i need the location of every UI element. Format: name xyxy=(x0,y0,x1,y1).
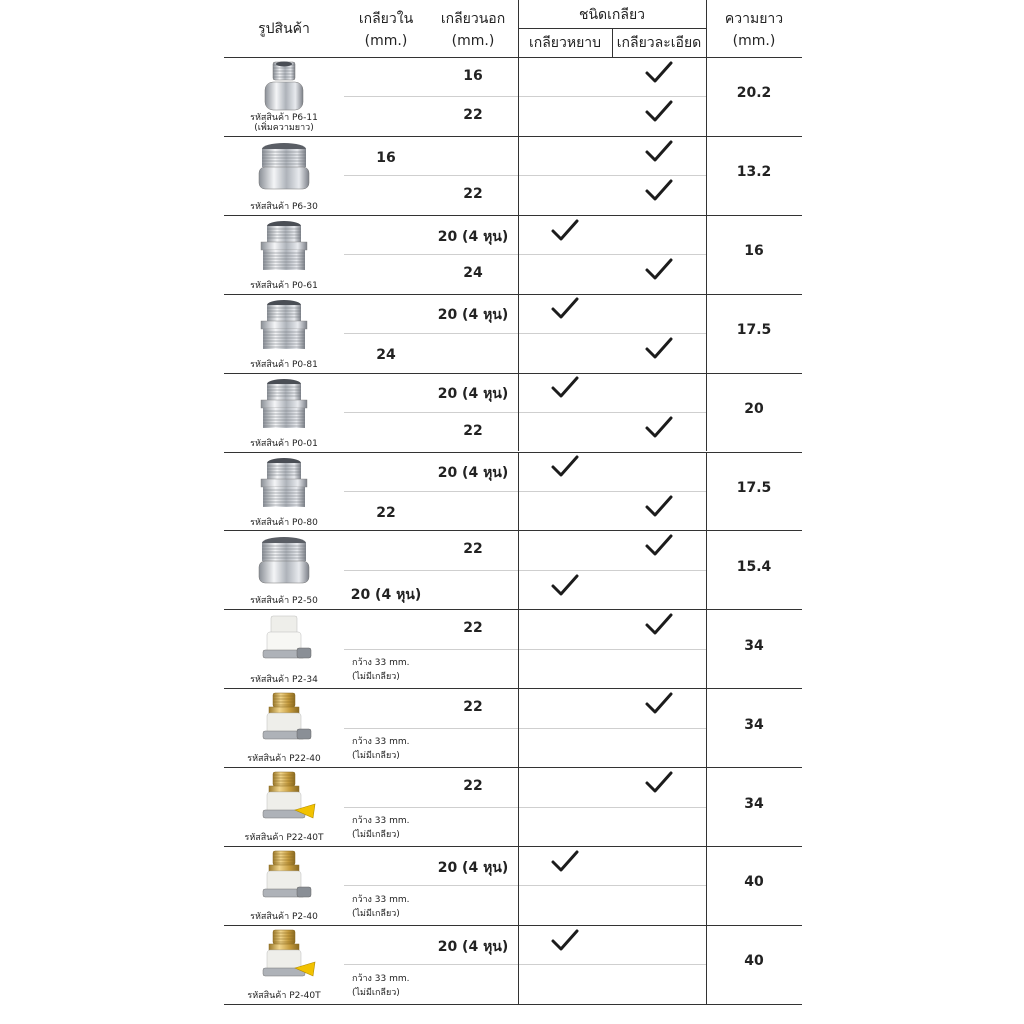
inner-width-note: กว้าง 33 mm. xyxy=(352,816,410,827)
checkmark-fine-icon xyxy=(644,178,674,202)
outer-thread-value: 20 (4 หุน) xyxy=(437,938,509,955)
product-code: รหัสสินค้า P2-40T xyxy=(247,990,321,1001)
header-length-unit: (mm.) xyxy=(732,33,776,49)
length-value: 34 xyxy=(744,637,764,654)
checkmark-coarse-icon xyxy=(550,849,580,873)
product-image-chrome-big xyxy=(249,297,319,353)
row-separator xyxy=(224,688,802,689)
inner-no-thread-note: (ไม่มีเกลียว) xyxy=(352,672,400,683)
subrow-separator xyxy=(344,728,706,729)
product-code-note: (เพิ่มความยาว) xyxy=(254,123,314,133)
product-image-chrome-big xyxy=(249,455,319,511)
subrow-separator xyxy=(344,254,706,255)
subrow-separator xyxy=(344,570,706,571)
col-divider-coarse xyxy=(518,609,519,688)
col-divider-coarse xyxy=(518,688,519,767)
row-separator xyxy=(224,767,802,768)
checkmark-fine-icon xyxy=(644,415,674,439)
subrow-separator xyxy=(344,885,706,886)
subrow-separator xyxy=(344,649,706,650)
checkmark-coarse-icon xyxy=(550,296,580,320)
product-image-brass-clamp-t xyxy=(249,770,319,826)
product-code: รหัสสินค้า P22-40T xyxy=(244,833,324,844)
row-separator xyxy=(224,609,802,610)
header-fine: เกลียวละเอียด xyxy=(616,35,702,51)
inner-no-thread-note: (ไม่มีเกลียว) xyxy=(352,909,400,920)
product-code: รหัสสินค้า P6-11 xyxy=(250,113,318,123)
subrow-separator xyxy=(344,491,706,492)
col-divider-coarse xyxy=(518,530,519,609)
product-image-chrome-big xyxy=(249,376,319,432)
row-separator xyxy=(224,136,802,137)
length-value: 40 xyxy=(744,953,764,970)
product-code: รหัสสินค้า P2-34 xyxy=(250,675,318,686)
header-bottom-line xyxy=(224,57,802,58)
outer-thread-value: 22 xyxy=(463,698,483,715)
checkmark-fine-icon xyxy=(644,770,674,794)
product-code: รหัสสินค้า P6-30 xyxy=(250,201,318,212)
inner-thread-value: 24 xyxy=(376,346,396,363)
col-divider-coarse xyxy=(518,136,519,215)
header-col-divider-1 xyxy=(518,0,519,57)
checkmark-fine-icon xyxy=(644,494,674,518)
length-value: 17.5 xyxy=(736,479,772,496)
product-image-chrome-wide xyxy=(249,139,319,195)
length-value: 20.2 xyxy=(736,85,772,102)
inner-thread-value: 22 xyxy=(376,504,396,521)
inner-thread-value: 20 (4 หุน) xyxy=(350,586,422,603)
product-code: รหัสสินค้า P0-61 xyxy=(250,280,318,291)
col-divider-coarse xyxy=(518,215,519,294)
header-product: รูปสินค้า xyxy=(258,21,310,37)
inner-no-thread-note: (ไม่มีเกลียว) xyxy=(352,751,400,762)
outer-thread-value: 20 (4 หุน) xyxy=(437,465,509,482)
length-value: 17.5 xyxy=(736,322,772,339)
inner-width-note: กว้าง 33 mm. xyxy=(352,658,410,669)
inner-thread-value: 16 xyxy=(376,149,396,166)
row-separator xyxy=(224,294,802,295)
col-divider-coarse xyxy=(518,846,519,925)
product-image-white-clamp xyxy=(249,612,319,668)
col-divider-coarse xyxy=(518,925,519,1004)
outer-thread-value: 22 xyxy=(463,422,483,439)
product-image-chrome-big xyxy=(249,218,319,274)
length-value: 15.4 xyxy=(736,558,772,575)
col-divider-coarse xyxy=(518,373,519,452)
checkmark-fine-icon xyxy=(644,139,674,163)
row-separator xyxy=(224,530,802,531)
product-code: รหัสสินค้า P2-40 xyxy=(250,912,318,922)
inner-no-thread-note: (ไม่มีเกลียว) xyxy=(352,988,400,999)
subrow-separator xyxy=(344,412,706,413)
inner-width-note: กว้าง 33 mm. xyxy=(352,737,410,748)
row-separator xyxy=(224,1004,802,1005)
outer-thread-value: 20 (4 หุน) xyxy=(437,859,509,876)
checkmark-fine-icon xyxy=(644,691,674,715)
product-code: รหัสสินค้า P0-01 xyxy=(250,438,318,449)
outer-thread-value: 22 xyxy=(463,541,483,558)
product-code: รหัสสินค้า P0-81 xyxy=(250,359,318,370)
subrow-separator xyxy=(344,964,706,965)
checkmark-fine-icon xyxy=(644,99,674,123)
outer-thread-value: 20 (4 หุน) xyxy=(437,228,509,245)
checkmark-fine-icon xyxy=(644,257,674,281)
product-image-brass-clamp xyxy=(249,691,319,747)
checkmark-fine-icon xyxy=(644,336,674,360)
checkmark-coarse-icon xyxy=(550,218,580,242)
header-length-label: ความยาว xyxy=(724,11,784,27)
checkmark-fine-icon xyxy=(644,533,674,557)
row-separator xyxy=(224,215,802,216)
row-separator xyxy=(224,452,802,453)
checkmark-coarse-icon xyxy=(550,454,580,478)
inner-width-note: กว้าง 33 mm. xyxy=(352,895,410,906)
outer-thread-value: 22 xyxy=(463,107,483,124)
header-outer-label: เกลียวนอก xyxy=(440,11,506,27)
length-value: 34 xyxy=(744,716,764,733)
col-divider-coarse xyxy=(518,57,519,136)
product-code: รหัสสินค้า P22-40 xyxy=(247,754,321,765)
header-col-divider-3 xyxy=(706,0,707,57)
outer-thread-value: 20 (4 หุน) xyxy=(437,386,509,403)
col-divider-coarse xyxy=(518,767,519,846)
checkmark-coarse-icon xyxy=(550,375,580,399)
header-thread-type: ชนิดเกลียว xyxy=(578,7,646,23)
product-image-chrome-tall xyxy=(249,60,319,116)
row-separator xyxy=(224,846,802,847)
outer-thread-value: 20 (4 หุน) xyxy=(437,307,509,324)
header-outer-unit: (mm.) xyxy=(451,33,495,49)
length-value: 34 xyxy=(744,795,764,812)
outer-thread-value: 22 xyxy=(463,620,483,637)
checkmark-coarse-icon xyxy=(550,573,580,597)
header-length xyxy=(706,8,802,52)
outer-thread-value: 24 xyxy=(463,264,483,281)
product-image-chrome-wide xyxy=(249,533,319,589)
header-outer-thread xyxy=(428,8,518,52)
length-value: 20 xyxy=(744,401,764,418)
subrow-separator xyxy=(344,333,706,334)
length-value: 40 xyxy=(744,874,764,891)
checkmark-fine-icon xyxy=(644,612,674,636)
col-divider-coarse xyxy=(518,452,519,531)
header-col-divider-2 xyxy=(612,28,613,57)
product-image-brass-clamp-t xyxy=(249,928,319,984)
header-inner-unit: (mm.) xyxy=(364,33,408,49)
subrow-separator xyxy=(344,96,706,97)
inner-width-note: กว้าง 33 mm. xyxy=(352,974,410,985)
outer-thread-value: 22 xyxy=(463,777,483,794)
subrow-separator xyxy=(344,175,706,176)
header-coarse: เกลียวหยาบ xyxy=(528,35,602,51)
length-value: 13.2 xyxy=(736,164,772,181)
col-divider-coarse xyxy=(518,294,519,373)
product-code: รหัสสินค้า P2-50 xyxy=(250,596,318,607)
header-inner-label: เกลียวใน xyxy=(358,11,414,27)
row-separator xyxy=(224,925,802,926)
checkmark-fine-icon xyxy=(644,60,674,84)
product-image-brass-clamp xyxy=(249,849,319,905)
inner-no-thread-note: (ไม่มีเกลียว) xyxy=(352,830,400,841)
header-inner-thread xyxy=(344,8,428,52)
length-value: 16 xyxy=(744,243,764,260)
checkmark-coarse-icon xyxy=(550,928,580,952)
row-separator xyxy=(224,373,802,374)
outer-thread-value: 22 xyxy=(463,186,483,203)
product-code: รหัสสินค้า P0-80 xyxy=(250,517,318,528)
subrow-separator xyxy=(344,807,706,808)
outer-thread-value: 16 xyxy=(463,67,483,84)
